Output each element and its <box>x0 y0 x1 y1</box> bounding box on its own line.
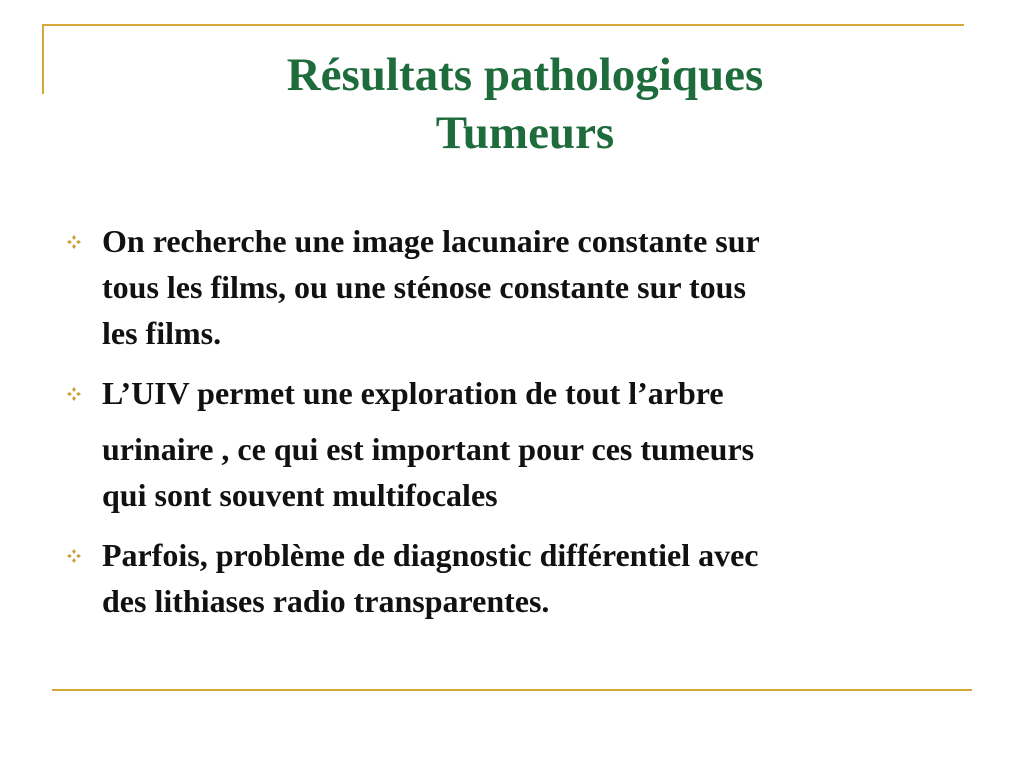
bullet-2-line-2: urinaire , ce qui est important pour ces tumeurs <box>102 431 755 467</box>
slide-title-line1: Résultats pathologiques <box>286 49 764 101</box>
four-diamond-bullet-icon <box>66 386 82 402</box>
bullet-item-2 <box>60 370 940 518</box>
bullet-item-3 <box>60 532 940 624</box>
four-diamond-bullet-icon <box>66 234 82 250</box>
bullet-1-line-1: On recherche une image lacunaire constante sur <box>102 223 760 259</box>
slide-title-line2: Tumeurs <box>435 107 615 159</box>
bullet-3-line-1: Parfois, problème de diagnostic différentiel avec <box>102 537 759 573</box>
frame-top-line <box>42 24 964 26</box>
slide-title <box>60 46 990 162</box>
bullet-item-1 <box>60 218 940 356</box>
four-diamond-bullet-icon <box>66 548 82 564</box>
frame-left-line <box>42 24 44 94</box>
bullet-1-line-2: tous les films, ou une sténose constante sur tous <box>102 269 746 305</box>
bullet-2-line-3: qui sont souvent multifocales <box>102 477 498 513</box>
bullet-2-line-1: L’UIV permet une exploration de tout l’arbre <box>102 375 724 411</box>
frame-bottom-line <box>52 689 972 691</box>
bullet-list <box>60 218 940 624</box>
bullet-3-line-2: des lithiases radio transparentes. <box>102 583 550 619</box>
bullet-1-line-3: les films. <box>102 315 222 351</box>
